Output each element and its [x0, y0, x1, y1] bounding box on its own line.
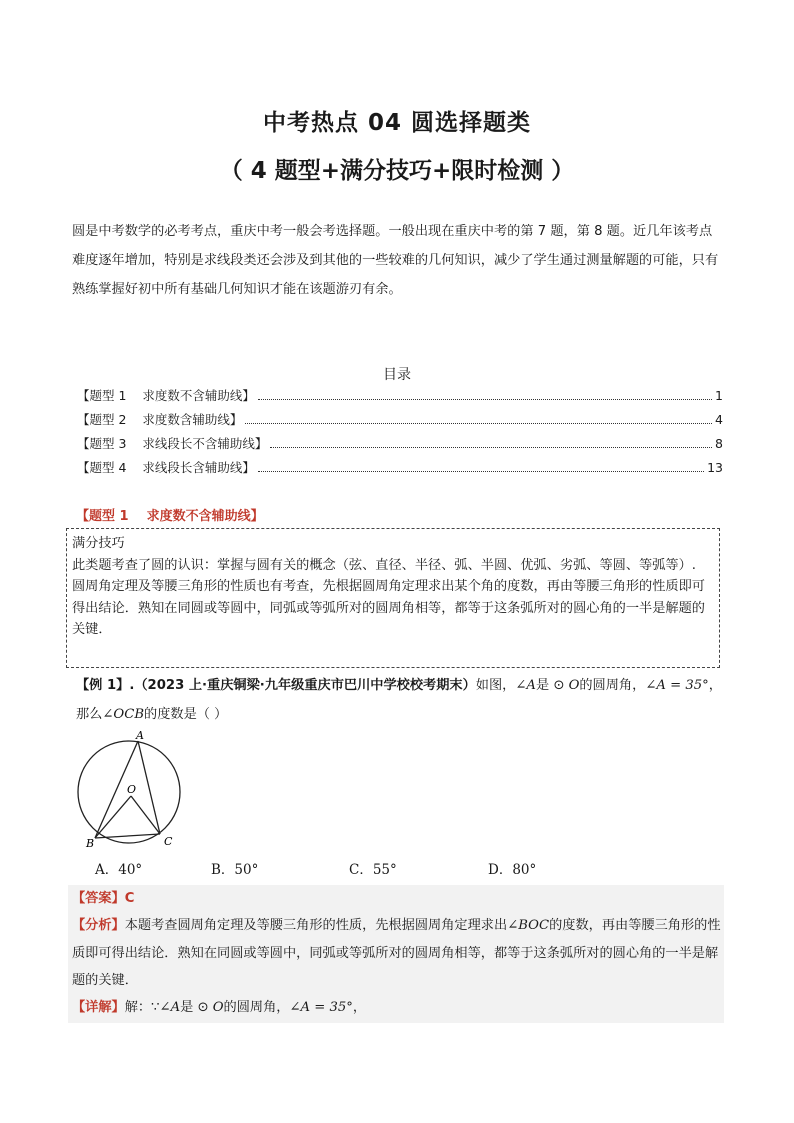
toc-item-page: 1 — [715, 388, 723, 403]
page-title: 中考热点 04 圆选择题类 — [262, 110, 532, 136]
math-angle: ∠OCB — [102, 707, 145, 722]
choice-letter: C． — [349, 862, 373, 878]
toc-leader-dots — [245, 422, 712, 424]
choice-value: 80° — [512, 862, 537, 878]
toc-item[interactable] — [77, 434, 723, 454]
detail-text: 的圆周角， — [223, 1000, 290, 1015]
toc-item-page: 4 — [715, 412, 723, 427]
detail-text: ， — [352, 1000, 367, 1015]
toc-title: 目录 — [383, 367, 411, 383]
figure-label-b: B — [86, 837, 95, 850]
math-equation: ∠A = 35° — [289, 1000, 353, 1015]
math-circle-name: O — [212, 1000, 224, 1015]
toc-item-label: 【题型 2 求度数含辅助线】 — [77, 412, 243, 427]
choice-letter: B． — [211, 862, 235, 878]
detail-text: 解：∵ — [124, 1000, 160, 1015]
choice-value: 55° — [372, 862, 397, 878]
toc-item-label: 【题型 4 求线段长含辅助线】 — [77, 460, 255, 475]
toc-leader-dots — [270, 446, 712, 448]
question-text: 如图， — [475, 678, 516, 693]
analysis-paragraph — [72, 912, 722, 995]
math-circle-name: O — [568, 678, 580, 693]
toc-item[interactable] — [77, 386, 723, 406]
answer-value: C — [124, 891, 135, 906]
analysis-text: 的度数，再由等腰三角形的性质即可得出结论．熟知在同圆或等圆中，同弧或等弧所对的圆周角相等，都等于这条弧所对的圆心角的一半是解题的关键． — [72, 918, 721, 988]
choice-letter: A． — [95, 862, 119, 878]
math-angle: ∠BOC — [507, 918, 550, 933]
detail-text: 是 ⊙ — [180, 1000, 213, 1015]
toc-item-page: 8 — [715, 436, 723, 451]
choice-letter: D． — [488, 862, 513, 878]
tips-text — [72, 533, 718, 641]
choice-a[interactable] — [95, 858, 142, 878]
circle-figure — [74, 728, 186, 852]
page-subtitle: （ 4 题型+满分技巧+限时检测 ） — [219, 158, 575, 184]
toc-leader-dots — [258, 470, 704, 472]
answer-choices — [95, 858, 695, 882]
figure-label-c: C — [164, 835, 173, 848]
choice-b[interactable] — [211, 858, 258, 878]
section-heading: 【题型 1 求度数不含辅助线】 — [76, 509, 264, 524]
toc-item-page: 13 — [707, 460, 723, 475]
answer-line — [72, 885, 722, 913]
math-angle: ∠A — [159, 1000, 181, 1015]
math-angle: ∠A — [515, 678, 536, 693]
tips-line: 此类题考查了圆的认识：掌握与圆有关的概念（弦、直径、半径、弧、半圆、优弧、劣弧、等圆、等弧等）. — [72, 557, 697, 573]
example-label: 【例 1】 — [76, 678, 130, 693]
question-text: 的圆周角， — [579, 678, 646, 693]
toc-item[interactable] — [77, 410, 723, 430]
intro-paragraph: 圆是中考数学的必考考点，重庆中考一般会考选择题。一般出现在重庆中考的第 7 题，第 8 题。近几年该考点难度逐年增加，特别是求线段类还会涉及到其他的一些较难的几何知识，减少了学生通过测量解题的可能，只有熟练掌握好初中所有基础几何知识才能在该题游刃有余。 — [72, 224, 719, 297]
tips-title: 满分技巧 — [72, 536, 125, 551]
example-source: .（2023 上·重庆铜梁·九年级重庆市巴川中学校校考期末） — [129, 678, 476, 693]
figure-segment-bc — [95, 834, 160, 838]
toc-item[interactable] — [77, 458, 723, 478]
figure-segment-ob — [95, 796, 131, 838]
detail-tag: 【详解】 — [72, 1000, 125, 1015]
toc-leader-dots — [258, 398, 712, 400]
question-text: ，那么 — [76, 678, 722, 722]
analysis-text: 本题考查圆周角定理及等腰三角形的性质，先根据圆周角定理求出 — [124, 918, 508, 933]
choice-value: 40° — [118, 862, 143, 878]
figure-label-a: A — [136, 729, 144, 742]
choice-value: 50° — [234, 862, 259, 878]
choice-c[interactable] — [349, 858, 397, 878]
example-question — [76, 671, 726, 729]
toc-item-label: 【题型 1 求度数不含辅助线】 — [77, 388, 255, 403]
tips-line: 圆周角定理及等腰三角形的性质也有考查，先根据圆周角定理求出某个角的度数，再由等腰三角形的性质即可得出结论．熟知在同圆或等圆中，同弧或等弧所对的圆周角相等，都等于这条弧所对的圆心角的一半是解题的关键． — [72, 579, 705, 637]
toc-item-label: 【题型 3 求线段长不含辅助线】 — [77, 436, 268, 451]
analysis-tag: 【分析】 — [72, 918, 125, 933]
detail-paragraph — [72, 994, 722, 1022]
math-equation: ∠A = 35° — [645, 678, 709, 693]
choice-d[interactable] — [488, 858, 536, 878]
figure-label-o: O — [127, 783, 137, 796]
question-text: 是 ⊙ — [535, 678, 569, 693]
question-text: 的度数是（ ） — [144, 707, 228, 722]
answer-tag: 【答案】 — [72, 891, 125, 906]
